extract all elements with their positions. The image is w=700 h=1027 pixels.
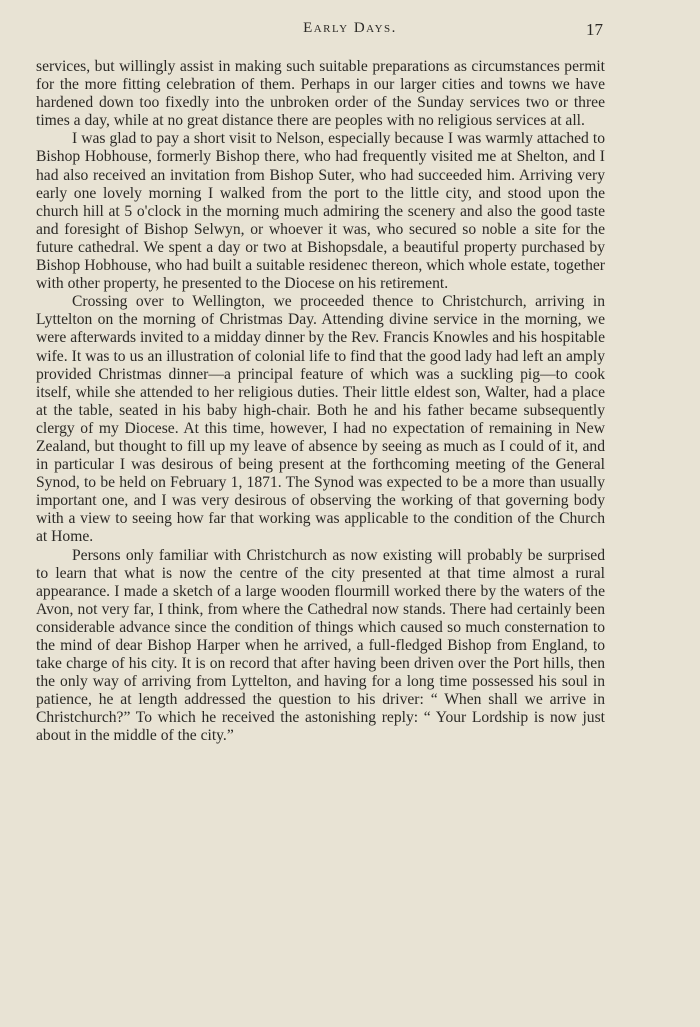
paragraph-nelson-visit: I was glad to pay a short visit to Nelson, especially because I was warmly attached to Bishop Hobhouse, formerly Bishop there, who had frequently visited me at Shelton, and I had also received an invitation from Bishop Suter, who had succeeded him. Arriving very early one lovely morning I walked from the port to the little city, and stood upon the church hill at 5 o'clock in the morning much admiring the scenery and also the good taste and foresight of Bishop Selwyn, or whoever it was, who secured so noble a site for the future cathedral. We spent a day or two at Bishopsdale, a beautiful property purchased by Bishop Hobhouse, who had built a suitable residenec thereon, which whole estate, together with other property, he presented to the Diocese on his retirement. [36, 130, 605, 293]
body-text [36, 58, 605, 746]
running-head [0, 20, 700, 44]
paragraph-city-centre: Persons only familiar with Christchurch as now existing will probably be surprised to learn that what is now the centre of the city presented at that time almost a rural appearance. I made a sketch of a large wooden flourmill worked there by the waters of the Avon, not very far, I think, from where the Cathedral now stands. There had certainly been considerable advance since the condition of things which caused so much consternation to the mind of dear Bishop Harper when he arrived, a full-fledged Bishop from England, to take charge of his city. It is on record that after having been driven over the Port hills, then the only way of arriving from Lyttelton, and having for a long time possessed his soul in patience, he at length addressed the question to his driver: “ When shall we arrive in Christchurch?” To which he received the astonishing reply: “ Your Lordship is now just about in the middle of the city.” [36, 546, 605, 745]
paragraph-christchurch-arrival: Crossing over to Wellington, we proceeded thence to Christchurch, arriving in Lyttelton on the morning of Christmas Day. Attending divine service in the morning, we were afterwards invited to a midday dinner by the Rev. Francis Knowles and his hospitable wife. It was to us an illustration of colonial life to find that the good lady had left an amply provided Christmas dinner—a principal feature of which was a suckling pig—to cook itself, while she attended to her religious duties. Their little eldest son, Walter, had a place at the table, seated in his baby high-chair. Both he and his father became subsequently clergy of my Diocese. At this time, however, I had no expectation of remaining in New Zealand, but thought to fill up my leave of absence by seeing as much as I could of it, and in particular I was desirous of being present at the forthcoming meeting of the General Synod, to be held on February 1, 1871. The Synod was expected to be a more than usually important one, and I was very desirous of observing the working of that governing body with a view to seeing how far that working was applicable to the condition of the Church at Home. [36, 293, 605, 546]
running-title: Early Days. [303, 20, 397, 36]
paragraph-continued: services, but willingly assist in making such suitable preparations as circumstances permit for the more fitting celebration of them. Perhaps in our larger cities and towns we have hardened down too fixedly into the unbroken order of the Sunday services two or three times a day, while at no great distance there are peoples with no religious services at all. [36, 58, 605, 130]
page-number: 17 [586, 20, 603, 39]
